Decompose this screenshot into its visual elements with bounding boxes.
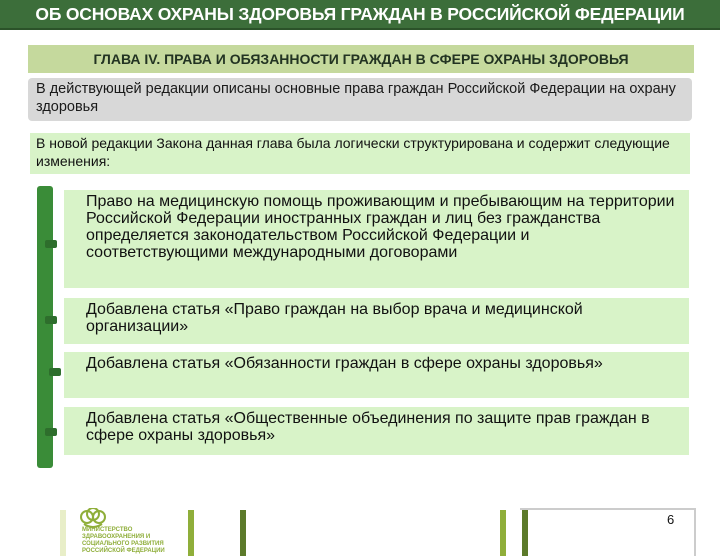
slide-title: ОБ ОСНОВАХ ОХРАНЫ ЗДОРОВЬЯ ГРАЖДАН В РОССИЙСКОЙ ФЕДЕРАЦИИ <box>0 0 720 30</box>
timeline-tick <box>49 368 61 376</box>
footer-stripe <box>60 510 66 556</box>
change-item: Добавлена статья «Общественные объединения по защите прав граждан в сфере охраны здоровья» <box>64 407 689 455</box>
timeline-tick <box>45 316 57 324</box>
footer-stripe <box>500 510 506 556</box>
chapter-heading: ГЛАВА IV. ПРАВА И ОБЯЗАННОСТИ ГРАЖДАН В СФЕРЕ ОХРАНЫ ЗДОРОВЬЯ <box>28 45 694 73</box>
change-item: Добавлена статья «Обязанности граждан в сфере охраны здоровья» <box>64 352 689 398</box>
timeline-rail <box>37 186 53 468</box>
timeline-tick <box>45 428 57 436</box>
ministry-name: МИНИСТЕРСТВО ЗДРАВООХРАНЕНИЯ И СОЦИАЛЬНОГО РАЗВИТИЯ РОССИЙСКОЙ ФЕДЕРАЦИИ <box>82 527 165 554</box>
page-number: 6 <box>667 512 675 527</box>
current-edition-note: В действующей редакции описаны основные права граждан Российской Федерации на охрану здоровья <box>28 78 692 121</box>
new-edition-note: В новой редакции Закона данная глава была логически структурирована и содержит следующие изменения: <box>30 133 690 174</box>
change-item: Право на медицинскую помощь проживающим и пребывающим на территории Российской Федерации иностранных граждан и лиц без гражданства определяется законодательством Российской Федерации и соответствующими международными договорами <box>64 190 689 288</box>
footer-stripe <box>240 510 246 556</box>
footer-stripe <box>188 510 194 556</box>
timeline-tick <box>45 240 57 248</box>
change-item: Добавлена статья «Право граждан на выбор врача и медицинской организации» <box>64 298 689 344</box>
